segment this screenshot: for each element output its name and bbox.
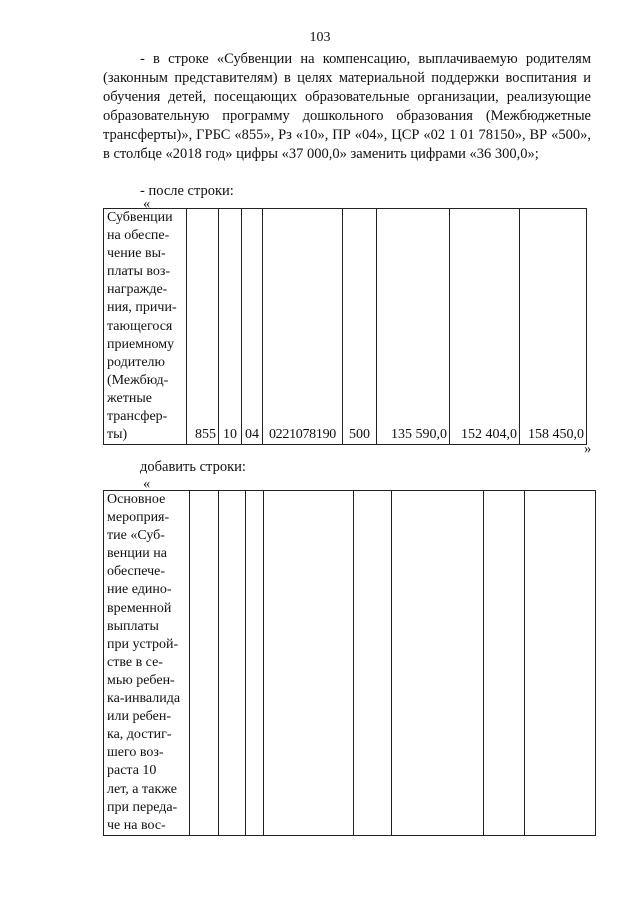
- amendment-paragraph: - в строке «Субвенции на компенсацию, выплачиваемую родителям (законным представителям) в целях материальной поддержки воспитания и обучения детей, посещающих образовательные организации, реализующие образовательную программу дошкольного образования (Межбюджетные трансферты)», ГРБС «855», Рз «10», ПР «04», ЦСР «02 1 01 78150», ВР «500», в столбце «2018 год» цифры «37 000,0» заменить цифрами «36 300,0»;: [103, 51, 591, 162]
- row-name-line: ка-инвалида: [107, 691, 181, 707]
- quote-open-2: «: [143, 476, 151, 492]
- year-2018-cell: 135 590,0: [377, 209, 450, 445]
- row-name-line: при переда-: [107, 799, 178, 815]
- after-row-label: - после строки:: [140, 183, 234, 199]
- vr-cell: 500: [343, 209, 377, 445]
- row-name-line: шего воз-: [107, 745, 164, 761]
- row-name-line: (Межбюд-: [107, 372, 169, 388]
- row-name-line: тие «Суб-: [107, 528, 165, 544]
- row-name-line: жетные: [107, 390, 152, 406]
- row-name: [107, 209, 184, 444]
- row-name-line: ты): [107, 427, 128, 443]
- rz-cell: 10: [219, 209, 242, 445]
- row-name-line: трансфер-: [107, 409, 168, 425]
- row-name-line: приемному: [107, 336, 175, 352]
- year-2020-cell: 158 450,0: [520, 209, 587, 445]
- row-name-line: Субвенции: [107, 210, 173, 225]
- row-name-line: при устрой-: [107, 636, 179, 652]
- row-name: [107, 491, 187, 835]
- row-name-line: на обеспе-: [107, 228, 170, 244]
- grbs-cell: [190, 491, 219, 836]
- row-name-line: награжде-: [107, 282, 168, 298]
- row-name-line: венции на: [107, 546, 167, 562]
- grbs-cell: 855: [187, 209, 219, 445]
- row-name-line: ние едино-: [107, 582, 172, 598]
- table-row: [104, 491, 596, 836]
- add-rows-label: добавить строки:: [140, 459, 246, 475]
- row-name-line: или ребен-: [107, 709, 171, 725]
- rz-cell: [219, 491, 246, 836]
- year-2019-cell: 152 404,0: [450, 209, 520, 445]
- row-name-line: обеспече-: [107, 564, 165, 580]
- table-row: [104, 209, 587, 445]
- year-2018-cell: [392, 491, 484, 836]
- row-name-line: родителю: [107, 354, 165, 370]
- row-name-line: платы воз-: [107, 264, 171, 280]
- quote-open-1: «: [143, 196, 151, 212]
- row-name-line: мероприя-: [107, 510, 170, 526]
- row-name-line: лет, а также: [107, 781, 177, 797]
- row-name-line: ка, достиг-: [107, 727, 172, 743]
- pr-cell: 04: [242, 209, 263, 445]
- row-name-line: мью ребен-: [107, 672, 175, 688]
- row-name-cell: [104, 491, 190, 836]
- row-name-line: стве в се-: [107, 654, 163, 670]
- row-name-line: временной: [107, 600, 172, 616]
- pr-cell: [246, 491, 264, 836]
- vr-cell: [354, 491, 392, 836]
- row-name-line: че на вос-: [107, 817, 166, 833]
- row-name-line: Основное: [107, 492, 166, 507]
- year-2020-cell: [525, 491, 596, 836]
- row-name-cell: [104, 209, 187, 445]
- row-name-line: выплаты: [107, 618, 159, 634]
- row-name-line: раста 10: [107, 763, 157, 779]
- csr-cell: 0221078190: [263, 209, 343, 445]
- page-number: 103: [309, 30, 331, 45]
- row-name-line: чение вы-: [107, 246, 166, 262]
- row-name-line: тающегося: [107, 318, 173, 334]
- budget-table-1: [103, 208, 587, 445]
- row-name-line: ния, причи-: [107, 300, 177, 316]
- csr-cell: [264, 491, 354, 836]
- quote-close-1: »: [584, 441, 592, 457]
- budget-table-2: [103, 490, 596, 836]
- year-2019-cell: [484, 491, 525, 836]
